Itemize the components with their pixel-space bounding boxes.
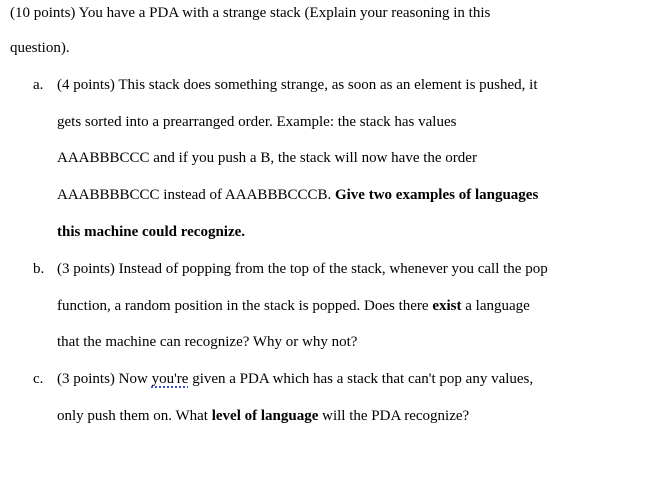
part-c-line-1	[57, 370, 533, 388]
part-b-marker: b.	[33, 261, 45, 277]
part-c-line-2	[57, 407, 469, 425]
intro-text-1: (10 points) You have a PDA with a strange stack (Explain your reasoning in this	[10, 5, 491, 21]
intro-line-2	[10, 39, 70, 57]
part-b-text-1: (3 points) Instead of popping from the top of the stack, whenever you call the pop	[57, 261, 548, 277]
part-a-line-2	[57, 113, 456, 131]
part-c-text-2-post: will the PDA recognize?	[318, 408, 470, 424]
part-a-text-4: AAABBBBCCC instead of AAABBBCCCB.	[57, 187, 335, 203]
part-c-text-1-post: given a PDA which has a stack that can't pop any values,	[188, 371, 534, 387]
intro-text-2: question).	[10, 40, 70, 56]
part-b-line-3	[57, 333, 357, 351]
part-a-line-4	[57, 186, 538, 204]
part-b-text-2-post: a language	[461, 298, 530, 314]
part-b-text-2-pre: function, a random position in the stack is popped. Does there	[57, 298, 433, 314]
part-a-question-bold-1: Give two examples of languages	[334, 187, 539, 203]
part-b-line-1	[57, 260, 548, 278]
part-a-line-3	[57, 149, 477, 167]
part-a-marker: a.	[33, 77, 44, 93]
part-a-line-1	[57, 76, 537, 94]
part-a-text-3: AAABBBCCC and if you push a B, the stack will now have the order	[57, 150, 477, 166]
part-a-line-5	[57, 223, 245, 241]
part-a-text-2: gets sorted into a prearranged order. Example: the stack has values	[57, 114, 457, 130]
part-b-text-3: that the machine can recognize? Why or why not?	[57, 334, 358, 350]
intro-line-1	[10, 4, 490, 22]
part-a-text-1: (4 points) This stack does something strange, as soon as an element is pushed, it	[57, 77, 538, 93]
part-b-exist-bold: exist	[432, 298, 462, 314]
part-c-level-bold: level of language	[211, 408, 319, 424]
part-c-marker: c.	[33, 371, 44, 387]
part-c-spellcheck-word[interactable]: you're	[151, 371, 189, 387]
part-a-question-bold-2: this machine could recognize.	[57, 224, 246, 240]
part-c-text-1-pre: (3 points) Now	[57, 371, 152, 387]
part-b-line-2	[57, 297, 530, 315]
part-c-text-2-pre: only push them on. What	[57, 408, 212, 424]
